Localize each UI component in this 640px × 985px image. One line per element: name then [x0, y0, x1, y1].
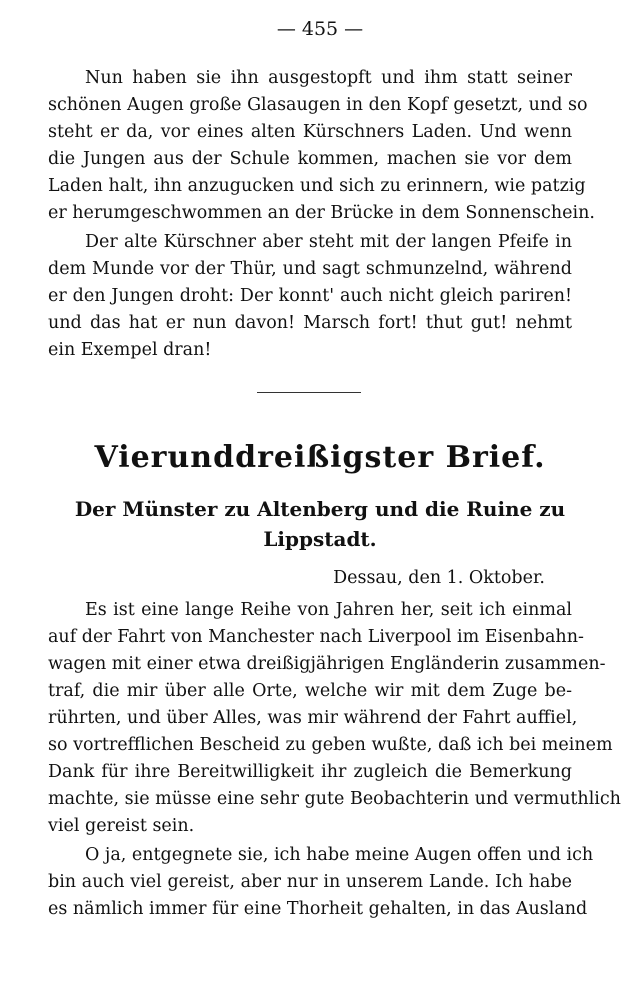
page-number: — 455 — [276, 18, 364, 40]
chapter-title: Vierunddreißigster Brief. [94, 440, 546, 475]
text-line: Laden halt, ihn anzugucken und sich zu erinnern, wie patzig [48, 176, 586, 196]
text-line: so vortrefflichen Bescheid zu geben wußte, daß ich bei meinem [48, 735, 613, 755]
section-divider [257, 392, 361, 393]
text-line: ein Exempel dran! [48, 340, 212, 360]
text-line: machte, sie müsse eine sehr gute Beobachterin und vermuthlich [48, 789, 621, 809]
dateline: Dessau, den 1. Oktober. [333, 568, 545, 588]
chapter-subtitle: Der Münster zu Altenberg und die Ruine zu [74, 497, 566, 521]
text-line: wagen mit einer etwa dreißigjährigen Engländerin zusammen- [48, 654, 606, 674]
text-line: auf der Fahrt von Manchester nach Liverpool im Eisenbahn- [48, 627, 584, 647]
text-line: dem Munde vor der Thür, und sagt schmunzelnd, während [48, 259, 572, 279]
text-line: Dank für ihre Bereitwilligkeit ihr zugleich die Bemerkung [48, 762, 572, 782]
text-line: steht er da, vor eines alten Kürschners Laden. Und wenn [48, 122, 572, 142]
text-line: schönen Augen große Glasaugen in den Kopf gesetzt, und so [48, 95, 588, 115]
text-line: O ja, entgegnete sie, ich habe meine Augen offen und ich [85, 845, 594, 865]
text-line: Der alte Kürschner aber steht mit der langen Pfeife in [85, 232, 572, 252]
text-line: bin auch viel gereist, aber nur in unserem Lande. Ich habe [48, 872, 572, 892]
text-line: viel gereist sein. [48, 816, 195, 836]
text-line: Es ist eine lange Reihe von Jahren her, seit ich einmal [85, 600, 572, 620]
text-line: er herumgeschwommen an der Brücke in dem Sonnenschein. [48, 203, 595, 223]
text-line: Nun haben sie ihn ausgestopft und ihm statt seiner [85, 68, 572, 88]
text-line: traf, die mir über alle Orte, welche wir mit dem Zuge be- [48, 681, 572, 701]
text-line: er den Jungen droht: Der konnt' auch nicht gleich pariren! [48, 286, 572, 306]
text-line: und das hat er nun davon! Marsch fort! thut gut! nehmt [48, 313, 572, 333]
text-line: rührten, und über Alles, was mir während der Fahrt auffiel, [48, 708, 578, 728]
text-line: es nämlich immer für eine Thorheit gehalten, in das Ausland [48, 899, 588, 919]
chapter-subtitle: Lippstadt. [263, 527, 377, 551]
text-line: die Jungen aus der Schule kommen, machen sie vor dem [48, 149, 572, 169]
